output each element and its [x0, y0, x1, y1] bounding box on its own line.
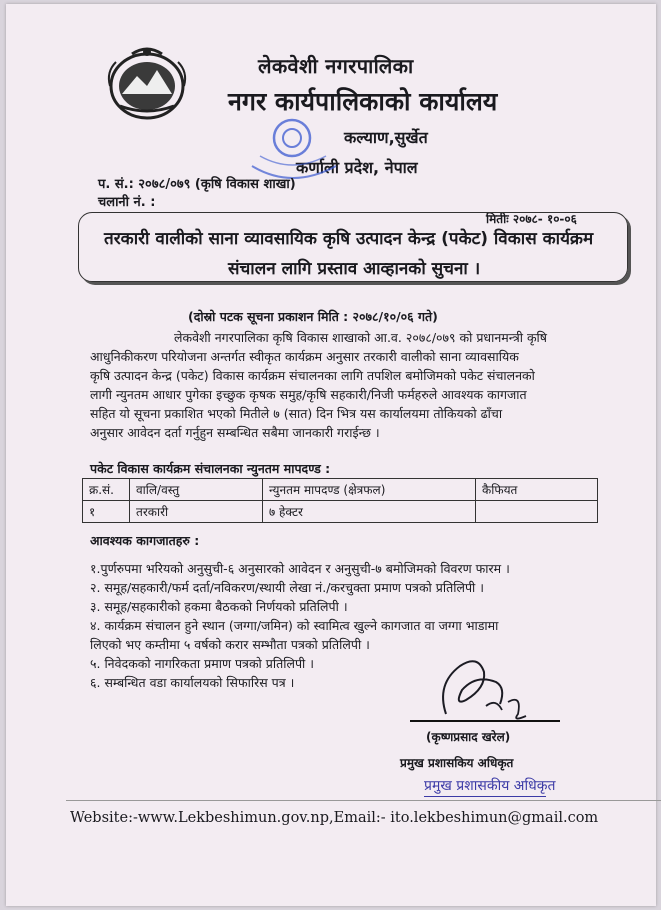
list-item: ३. समूह/सहकारीको हकमा बैठकको निर्णयको प्रतिलिपी । — [90, 599, 348, 614]
office-location: कल्याण,सुर्खेत — [344, 128, 428, 147]
criteria-table — [82, 478, 598, 523]
column-header: क्र.सं. — [83, 479, 130, 501]
footer-divider — [66, 800, 661, 801]
notice-body — [90, 328, 600, 442]
column-header: वालि/वस्तु — [130, 479, 263, 501]
list-item: ५. निवेदकको नागरिकता प्रमाण पत्रको प्रतिलिपी । — [90, 656, 315, 671]
office-name: नगर कार्यपालिकाको कार्यालय — [228, 87, 498, 116]
list-item: ४. कार्यक्रम संचालन हुने स्थान (जग्गा/जमिन) को स्वामित्व खुल्ने कागजात वा जग्गा भाडामा — [90, 618, 499, 633]
table-cell: ७ हेक्टर — [263, 501, 476, 523]
signatory-stamp: प्रमुख प्रशासकीय अधिकृत — [424, 778, 556, 794]
table-header-row — [83, 479, 598, 501]
table-cell: १ — [83, 501, 130, 523]
notice-title-line1: तरकारी वालीको साना व्यावसायिक कृषि उत्पादन केन्द्र (पकेट) विकास कार्यक्रम — [104, 229, 594, 249]
stamp-underline — [424, 796, 546, 797]
signature-mark — [426, 644, 536, 732]
notice-title-line2: संचालन लागि प्रस्ताव आव्हानको सुचना । — [228, 259, 481, 279]
republish-note: (दोस्रो पटक सूचना प्रकाशन मिति : २०७८/१०/०६ गते) — [188, 309, 438, 324]
body-line: कृषि उत्पादन केन्द्र (पकेट) विकास कार्यक्रम संचालनका लागि तपशिल बमोजिमको पकेट संचालनको — [90, 368, 535, 383]
body-line: अनुसार आवेदन दर्ता गर्नुहुन सम्बन्धित सबैमा जानकारी गराईन्छ । — [90, 425, 380, 440]
signature-line — [410, 720, 560, 722]
table-row — [83, 501, 598, 523]
nepal-emblem-icon — [102, 42, 192, 124]
list-item: ६. सम्बन्धित वडा कार्यालयको सिफारिस पत्र । — [90, 675, 295, 690]
body-line: आधुनिकीकरण परियोजना अन्तर्गत स्वीकृत कार्यक्रम अनुसार तरकारी वालीको साना व्यावसायिक — [90, 349, 519, 364]
table-cell: तरकारी — [130, 501, 263, 523]
signatory-title: प्रमुख प्रशासकिय अधिकृत — [400, 756, 514, 770]
column-header: कैफियत — [476, 479, 598, 501]
dispatch-number: चलानी नं. : — [98, 195, 156, 210]
footer-contact: Website:-www.Lekbeshimun.gov.np,Email:- ito.lekbeshimun@gmail.com — [70, 810, 599, 826]
column-header: न्युनतम मापदण्ड (क्षेत्रफल) — [263, 479, 476, 501]
list-item: २. समूह/सहकारी/फर्म दर्ता/नविकरण/स्थायी लेखा नं./करचुक्ता प्रमाण पत्रको प्रतिलिपी । — [90, 580, 484, 595]
reference-number: प. सं.: २०७८/०७९ (कृषि विकास शाखा) — [98, 177, 296, 192]
body-line: सहित यो सूचना प्रकाशित भएको मितीले ७ (सात) दिन भित्र यस कार्यालयमा तोकियको ढाँचा — [90, 406, 503, 421]
letter-page — [6, 4, 656, 906]
office-province: कर्णाली प्रदेश, नेपाल — [296, 158, 418, 177]
body-line: लागी न्युनतम आधार पुगेका इच्छुक कृषक समुह/कृषि सहकारी/निजी फर्महरुले आवश्यक कागजात — [90, 387, 527, 402]
letter-date: मितीः २०७८- १०-०६ — [486, 212, 577, 226]
body-line: लेकवेशी नगरपालिका कृषि विकास शाखाको आ.व. २०७८/०७९ को प्रधानमन्त्री कृषि — [174, 330, 548, 345]
signatory-name: (कृष्णप्रसाद खरेल) — [426, 730, 511, 744]
documents-heading: आवश्यक कागजातहरु : — [90, 533, 200, 548]
list-item: १.पुर्णरुपमा भरियको अनुसुची-६ अनुसारको आवेदन र अनुसुची-७ बमोजिमको विवरण फारम । — [90, 561, 510, 576]
org-name: लेकवेशी नगरपालिका — [258, 54, 414, 78]
list-item: लिएको भए कम्तीमा ५ वर्षको करार सम्भौता पत्रको प्रतिलिपी । — [90, 637, 370, 652]
criteria-heading: पकेट विकास कार्यक्रम संचालनका न्युनतम मापदण्ड : — [90, 461, 331, 476]
table-cell — [476, 501, 598, 523]
